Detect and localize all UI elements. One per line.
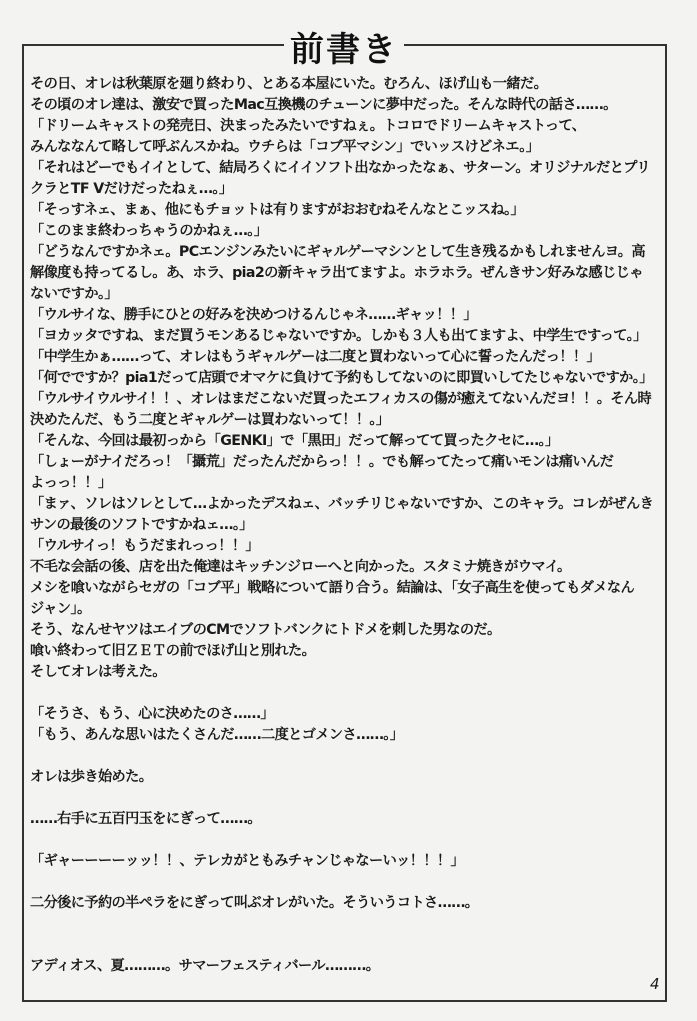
text-line: アディオス、夏………。サマーフェスティバール………。 bbox=[30, 958, 380, 974]
blank-line bbox=[30, 746, 666, 767]
text-line: 不毛な会話の後、店を出た俺達はキッチンジローへと向かった。スタミナ焼きがウマイ。 bbox=[30, 559, 571, 575]
text-line: 喰い終わって旧ＺＥＴの前でほげ山と別れた。 bbox=[30, 643, 316, 659]
text-line: 「ウルサイっ！もうだまれっっ！！」 bbox=[30, 538, 260, 554]
text-line: 「ウルサイな、勝手にひとの好みを決めつけるんじゃネ……ギャッ！！」 bbox=[30, 307, 477, 323]
text-line: 「それはどーでもイイとして、結局ろくにイイソフト出なかったなぁ、サターン。オリジナルだとプリ bbox=[30, 160, 650, 176]
text-line: 「ギャーーーーッッ！！、テレカがともみチャンじゃなーいッ！！！」 bbox=[30, 853, 465, 869]
blank-line bbox=[30, 872, 666, 893]
text-line: 「ヨカッタですね、まだ買うモンあるじゃないですか。しかも３人も出てますよ、中学生ですって。」 bbox=[30, 328, 647, 344]
blank-line bbox=[30, 683, 666, 704]
text-line: その頃のオレ達は、激安で買ったMac互換機のチューンに夢中だった。そんな時代の話さ……。 bbox=[30, 97, 617, 113]
text-line: よっっ！！」 bbox=[30, 475, 112, 491]
text-line: 「このまま終わっちゃうのかねぇ…。」 bbox=[30, 223, 268, 239]
text-line: 「そうさ、もう、心に決めたのさ……」 bbox=[30, 706, 275, 722]
page-title: 前書き bbox=[290, 30, 398, 70]
blank-line bbox=[30, 935, 666, 956]
text-line: 解像度も持ってるし。あ、ホラ、pia2の新キャラ出てますよ。ホラホラ。ぜんきサン好みな感じじゃ bbox=[30, 265, 643, 281]
text-line: 「もう、あんな思いはたくさんだ……二度とゴメンさ……。」 bbox=[30, 727, 404, 743]
blank-line bbox=[30, 830, 666, 851]
text-line: ないですか。」 bbox=[30, 286, 119, 302]
text-line: 二分後に予約の半ペラをにぎって叫ぶオレがいた。そういうコトさ……。 bbox=[30, 895, 479, 911]
preface-body bbox=[30, 74, 666, 977]
text-line: 「ドリームキャストの発売日、決まったみたいですねぇ。トコロでドリームキャストって、 bbox=[30, 118, 586, 134]
text-line: 「そんな、今回は最初っから「GENKI」で「黒田」だって解ってて買ったクセに…。」 bbox=[30, 433, 559, 449]
page-number: 4 bbox=[650, 975, 660, 993]
text-line: メシを喰いながらセガの「コブ平」戦略について語り合う。結論は、「女子高生を使ってもダメなん bbox=[30, 580, 635, 596]
border-top-right bbox=[404, 44, 667, 46]
text-line: みんななんて略して呼ぶんスかね。ウチらは「コブ平マシン」でいッスけどネエ。」 bbox=[30, 139, 540, 155]
text-line: その日、オレは秋葉原を廻り終わり、とある本屋にいた。むろん、ほげ山も一緒だ。 bbox=[30, 76, 548, 92]
text-line: 「そっすネェ、まぁ、他にもチョットは有りますがおおむねそんなとこッスね。」 bbox=[30, 202, 525, 218]
text-line: 決めたんだ、もう二度とギャルゲーは買わないって！！。」 bbox=[30, 412, 390, 428]
text-line: 「ウルサイウルサイ！！、オレはまだこないだ買ったエフィカスの傷が癒えてないんだヨ！！。そん時 bbox=[30, 391, 652, 407]
text-line: そう、なんせヤツはエイブのCMでソフトバンクにトドメを刺した男なのだ。 bbox=[30, 622, 501, 638]
text-line: 「中学生かぁ……って、オレはもうギャルゲーは二度と買わないって心に誓ったんだっ！！」 bbox=[30, 349, 601, 365]
text-line: ジャン」。 bbox=[30, 601, 91, 617]
text-line: 「しょーがナイだろっ！「攝荒」だったんだからっ！！。でも解ってたって痛いモンは痛いんだ bbox=[30, 454, 614, 470]
blank-line bbox=[30, 914, 666, 935]
blank-line bbox=[30, 788, 666, 809]
text-line: サンの最後のソフトですかねェ…。」 bbox=[30, 517, 253, 533]
text-line: 「まァ、ソレはソレとして…よかったデスねェ、バッチリじゃないですか、このキャラ。コレがぜんき bbox=[30, 496, 654, 512]
text-line: そしてオレは考えた。 bbox=[30, 664, 166, 680]
border-top-left bbox=[22, 44, 284, 46]
text-line: オレは歩き始めた。 bbox=[30, 769, 153, 785]
text-line: 「どうなんですかネェ。PCエンジンみたいにギャルゲーマシンとして生き残るかもしれませんヨ。高 bbox=[30, 244, 645, 260]
text-line: クラとTF Vだけだったねぇ…。」 bbox=[30, 181, 233, 197]
text-line: 「何でですか？pia1だって店頭でオマケに負けて予約もしてないのに即買いしてたじゃないですか。」 bbox=[30, 370, 653, 386]
text-line: ……右手に五百円玉をにぎって……。 bbox=[30, 811, 261, 827]
